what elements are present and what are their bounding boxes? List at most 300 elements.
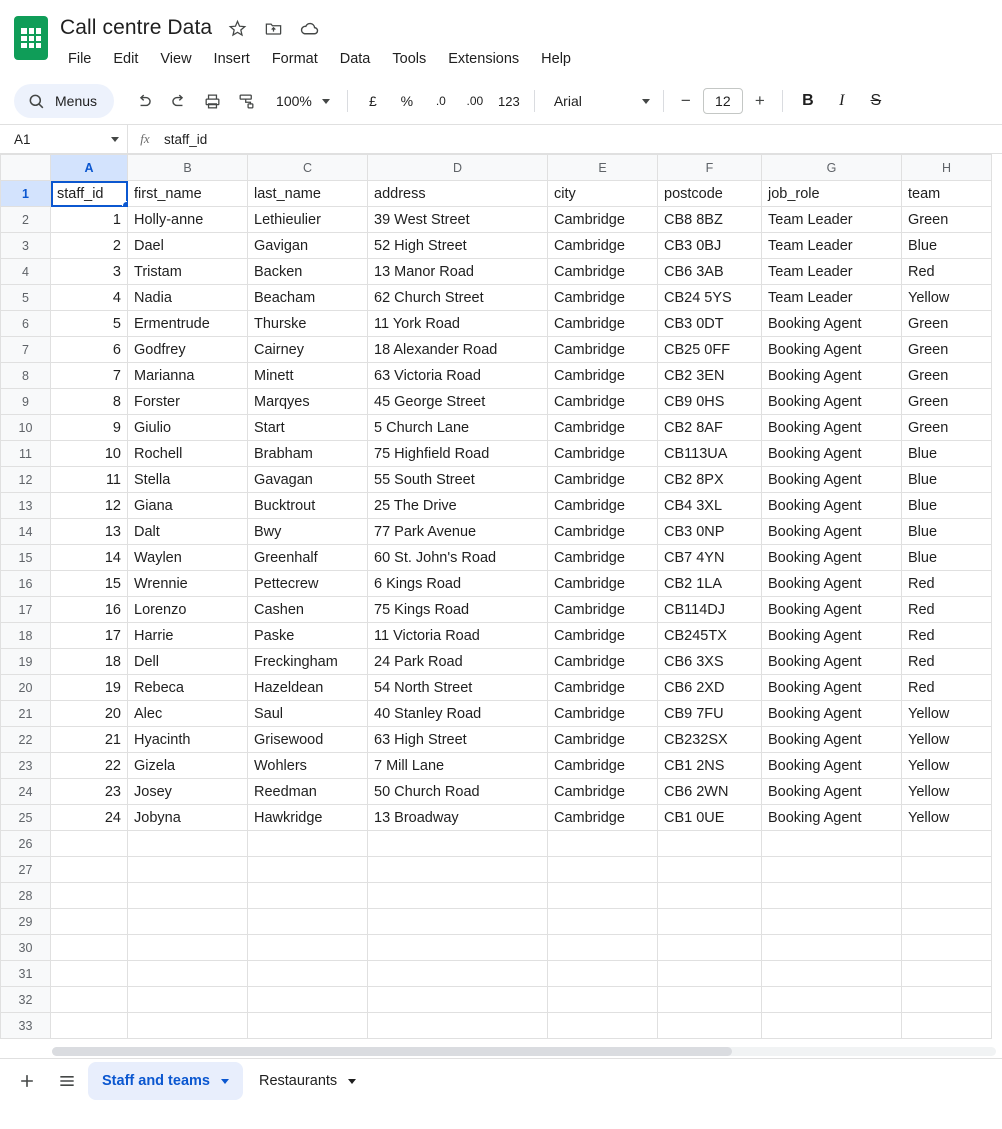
- cell-H27[interactable]: [902, 857, 992, 883]
- cell-C6[interactable]: Thurske: [248, 311, 368, 337]
- row-header-1[interactable]: 1: [1, 181, 51, 207]
- cell-B25[interactable]: Jobyna: [128, 805, 248, 831]
- row-header-6[interactable]: 6: [1, 311, 51, 337]
- cell-H24[interactable]: Yellow: [902, 779, 992, 805]
- cell-E18[interactable]: Cambridge: [548, 623, 658, 649]
- cell-A8[interactable]: 7: [51, 363, 128, 389]
- row-header-14[interactable]: 14: [1, 519, 51, 545]
- cell-A5[interactable]: 4: [51, 285, 128, 311]
- cell-B28[interactable]: [128, 883, 248, 909]
- cell-D11[interactable]: 75 Highfield Road: [368, 441, 548, 467]
- cell-F11[interactable]: CB113UA: [658, 441, 762, 467]
- cell-A28[interactable]: [51, 883, 128, 909]
- cell-H14[interactable]: Blue: [902, 519, 992, 545]
- cell-C29[interactable]: [248, 909, 368, 935]
- row-header-18[interactable]: 18: [1, 623, 51, 649]
- row-header-32[interactable]: 32: [1, 987, 51, 1013]
- cell-B8[interactable]: Marianna: [128, 363, 248, 389]
- cell-F14[interactable]: CB3 0NP: [658, 519, 762, 545]
- cell-D30[interactable]: [368, 935, 548, 961]
- menu-extensions[interactable]: Extensions: [448, 51, 520, 67]
- cell-H16[interactable]: Red: [902, 571, 992, 597]
- cell-D8[interactable]: 63 Victoria Road: [368, 363, 548, 389]
- cell-D18[interactable]: 11 Victoria Road: [368, 623, 548, 649]
- row-header-12[interactable]: 12: [1, 467, 51, 493]
- cell-F33[interactable]: [658, 1013, 762, 1039]
- cell-A15[interactable]: 14: [51, 545, 128, 571]
- cell-H12[interactable]: Blue: [902, 467, 992, 493]
- cell-G18[interactable]: Booking Agent: [762, 623, 902, 649]
- cell-H3[interactable]: Blue: [902, 233, 992, 259]
- cell-H19[interactable]: Red: [902, 649, 992, 675]
- menu-help[interactable]: Help: [541, 51, 571, 67]
- row-header-28[interactable]: 28: [1, 883, 51, 909]
- cell-B19[interactable]: Dell: [128, 649, 248, 675]
- cell-A29[interactable]: [51, 909, 128, 935]
- bold-button[interactable]: B: [802, 92, 814, 109]
- paint-format-icon[interactable]: [230, 85, 262, 117]
- cell-F18[interactable]: CB245TX: [658, 623, 762, 649]
- cell-E4[interactable]: Cambridge: [548, 259, 658, 285]
- cell-B1[interactable]: first_name: [128, 181, 248, 207]
- cell-F2[interactable]: CB8 8BZ: [658, 207, 762, 233]
- cell-H23[interactable]: Yellow: [902, 753, 992, 779]
- column-header-d[interactable]: D: [368, 155, 548, 181]
- cell-B24[interactable]: Josey: [128, 779, 248, 805]
- undo-icon[interactable]: [128, 85, 160, 117]
- cell-F7[interactable]: CB25 0FF: [658, 337, 762, 363]
- cell-E32[interactable]: [548, 987, 658, 1013]
- cell-H28[interactable]: [902, 883, 992, 909]
- cell-H31[interactable]: [902, 961, 992, 987]
- cell-A2[interactable]: 1: [51, 207, 128, 233]
- cell-F13[interactable]: CB4 3XL: [658, 493, 762, 519]
- cell-C8[interactable]: Minett: [248, 363, 368, 389]
- menus-search-button[interactable]: [14, 84, 114, 118]
- cell-D4[interactable]: 13 Manor Road: [368, 259, 548, 285]
- cell-E19[interactable]: Cambridge: [548, 649, 658, 675]
- cell-H7[interactable]: Green: [902, 337, 992, 363]
- cell-A7[interactable]: 6: [51, 337, 128, 363]
- row-header-15[interactable]: 15: [1, 545, 51, 571]
- cell-G29[interactable]: [762, 909, 902, 935]
- cell-B4[interactable]: Tristam: [128, 259, 248, 285]
- cell-E30[interactable]: [548, 935, 658, 961]
- cell-G24[interactable]: Booking Agent: [762, 779, 902, 805]
- cell-C26[interactable]: [248, 831, 368, 857]
- cell-E26[interactable]: [548, 831, 658, 857]
- cell-C15[interactable]: Greenhalf: [248, 545, 368, 571]
- cell-A11[interactable]: 10: [51, 441, 128, 467]
- cell-B32[interactable]: [128, 987, 248, 1013]
- cell-H2[interactable]: Green: [902, 207, 992, 233]
- cell-B9[interactable]: Forster: [128, 389, 248, 415]
- document-title[interactable]: Call centre Data: [60, 16, 213, 39]
- cell-F17[interactable]: CB114DJ: [658, 597, 762, 623]
- cell-D9[interactable]: 45 George Street: [368, 389, 548, 415]
- cell-H11[interactable]: Blue: [902, 441, 992, 467]
- row-header-30[interactable]: 30: [1, 935, 51, 961]
- cell-F8[interactable]: CB2 3EN: [658, 363, 762, 389]
- chevron-down-icon[interactable]: [348, 1079, 356, 1084]
- cell-F4[interactable]: CB6 3AB: [658, 259, 762, 285]
- cell-G23[interactable]: Booking Agent: [762, 753, 902, 779]
- row-header-23[interactable]: 23: [1, 753, 51, 779]
- cell-B7[interactable]: Godfrey: [128, 337, 248, 363]
- cell-B26[interactable]: [128, 831, 248, 857]
- zoom-control[interactable]: [268, 85, 334, 117]
- cell-B23[interactable]: Gizela: [128, 753, 248, 779]
- cell-C27[interactable]: [248, 857, 368, 883]
- cell-C32[interactable]: [248, 987, 368, 1013]
- row-header-31[interactable]: 31: [1, 961, 51, 987]
- cell-E11[interactable]: Cambridge: [548, 441, 658, 467]
- row-header-22[interactable]: 22: [1, 727, 51, 753]
- cell-E27[interactable]: [548, 857, 658, 883]
- cell-A6[interactable]: 5: [51, 311, 128, 337]
- cell-D16[interactable]: 6 Kings Road: [368, 571, 548, 597]
- cell-H22[interactable]: Yellow: [902, 727, 992, 753]
- cell-B17[interactable]: Lorenzo: [128, 597, 248, 623]
- scrollbar-track[interactable]: [52, 1047, 996, 1056]
- cell-G6[interactable]: Booking Agent: [762, 311, 902, 337]
- cell-G26[interactable]: [762, 831, 902, 857]
- increase-decimal-button[interactable]: .00: [466, 94, 484, 108]
- cell-E16[interactable]: Cambridge: [548, 571, 658, 597]
- cell-D14[interactable]: 77 Park Avenue: [368, 519, 548, 545]
- row-header-5[interactable]: 5: [1, 285, 51, 311]
- cell-F12[interactable]: CB2 8PX: [658, 467, 762, 493]
- cell-G32[interactable]: [762, 987, 902, 1013]
- cell-E20[interactable]: Cambridge: [548, 675, 658, 701]
- cell-C1[interactable]: last_name: [248, 181, 368, 207]
- cell-A13[interactable]: 12: [51, 493, 128, 519]
- cell-C14[interactable]: Bwy: [248, 519, 368, 545]
- move-to-folder-icon[interactable]: [262, 17, 284, 39]
- cell-H29[interactable]: [902, 909, 992, 935]
- cell-H15[interactable]: Blue: [902, 545, 992, 571]
- cell-E25[interactable]: Cambridge: [548, 805, 658, 831]
- cell-C19[interactable]: Freckingham: [248, 649, 368, 675]
- redo-icon[interactable]: [162, 85, 194, 117]
- cell-H6[interactable]: Green: [902, 311, 992, 337]
- increase-font-size-button[interactable]: +: [754, 91, 765, 110]
- cell-G11[interactable]: Booking Agent: [762, 441, 902, 467]
- cell-D2[interactable]: 39 West Street: [368, 207, 548, 233]
- cell-B31[interactable]: [128, 961, 248, 987]
- cell-D3[interactable]: 52 High Street: [368, 233, 548, 259]
- cell-E15[interactable]: Cambridge: [548, 545, 658, 571]
- cell-G14[interactable]: Booking Agent: [762, 519, 902, 545]
- cell-D22[interactable]: 63 High Street: [368, 727, 548, 753]
- cell-C23[interactable]: Wohlers: [248, 753, 368, 779]
- cell-C7[interactable]: Cairney: [248, 337, 368, 363]
- cell-A9[interactable]: 8: [51, 389, 128, 415]
- cell-F6[interactable]: CB3 0DT: [658, 311, 762, 337]
- cell-A25[interactable]: 24: [51, 805, 128, 831]
- cell-G7[interactable]: Booking Agent: [762, 337, 902, 363]
- cell-E7[interactable]: Cambridge: [548, 337, 658, 363]
- cell-B27[interactable]: [128, 857, 248, 883]
- row-header-20[interactable]: 20: [1, 675, 51, 701]
- cell-E9[interactable]: Cambridge: [548, 389, 658, 415]
- cell-F29[interactable]: [658, 909, 762, 935]
- cell-B16[interactable]: Wrennie: [128, 571, 248, 597]
- cell-C13[interactable]: Bucktrout: [248, 493, 368, 519]
- cell-F27[interactable]: [658, 857, 762, 883]
- cell-E17[interactable]: Cambridge: [548, 597, 658, 623]
- cell-C30[interactable]: [248, 935, 368, 961]
- cell-G10[interactable]: Booking Agent: [762, 415, 902, 441]
- horizontal-scrollbar[interactable]: [0, 1044, 1002, 1058]
- cell-C9[interactable]: Marqyes: [248, 389, 368, 415]
- cell-F30[interactable]: [658, 935, 762, 961]
- cell-F24[interactable]: CB6 2WN: [658, 779, 762, 805]
- cell-C31[interactable]: [248, 961, 368, 987]
- cell-A12[interactable]: 11: [51, 467, 128, 493]
- star-icon[interactable]: [226, 17, 248, 39]
- cell-H10[interactable]: Green: [902, 415, 992, 441]
- cell-E14[interactable]: Cambridge: [548, 519, 658, 545]
- cell-A14[interactable]: 13: [51, 519, 128, 545]
- cell-G27[interactable]: [762, 857, 902, 883]
- cell-E33[interactable]: [548, 1013, 658, 1039]
- cell-B3[interactable]: Dael: [128, 233, 248, 259]
- cell-E3[interactable]: Cambridge: [548, 233, 658, 259]
- cell-E13[interactable]: Cambridge: [548, 493, 658, 519]
- cell-G3[interactable]: Team Leader: [762, 233, 902, 259]
- percent-format-button[interactable]: %: [400, 93, 414, 109]
- cell-A3[interactable]: 2: [51, 233, 128, 259]
- cell-F21[interactable]: CB9 7FU: [658, 701, 762, 727]
- cell-C2[interactable]: Lethieulier: [248, 207, 368, 233]
- row-header-29[interactable]: 29: [1, 909, 51, 935]
- cell-C18[interactable]: Paske: [248, 623, 368, 649]
- cell-D6[interactable]: 11 York Road: [368, 311, 548, 337]
- cell-E23[interactable]: Cambridge: [548, 753, 658, 779]
- cell-H1[interactable]: team: [902, 181, 992, 207]
- sheet-tab-restaurants[interactable]: [245, 1062, 370, 1100]
- cell-C12[interactable]: Gavagan: [248, 467, 368, 493]
- font-family-select[interactable]: [544, 85, 654, 117]
- row-header-3[interactable]: 3: [1, 233, 51, 259]
- cell-D26[interactable]: [368, 831, 548, 857]
- cell-D17[interactable]: 75 Kings Road: [368, 597, 548, 623]
- row-header-11[interactable]: 11: [1, 441, 51, 467]
- add-sheet-icon[interactable]: [8, 1062, 46, 1100]
- row-header-10[interactable]: 10: [1, 415, 51, 441]
- strikethrough-button[interactable]: S: [870, 92, 882, 109]
- cell-A19[interactable]: 18: [51, 649, 128, 675]
- cell-B15[interactable]: Waylen: [128, 545, 248, 571]
- cell-H4[interactable]: Red: [902, 259, 992, 285]
- row-header-4[interactable]: 4: [1, 259, 51, 285]
- cell-D23[interactable]: 7 Mill Lane: [368, 753, 548, 779]
- cell-D20[interactable]: 54 North Street: [368, 675, 548, 701]
- cell-H8[interactable]: Green: [902, 363, 992, 389]
- column-header-g[interactable]: G: [762, 155, 902, 181]
- cell-G9[interactable]: Booking Agent: [762, 389, 902, 415]
- row-header-27[interactable]: 27: [1, 857, 51, 883]
- cell-E31[interactable]: [548, 961, 658, 987]
- cell-B22[interactable]: Hyacinth: [128, 727, 248, 753]
- cell-F19[interactable]: CB6 3XS: [658, 649, 762, 675]
- cell-C21[interactable]: Saul: [248, 701, 368, 727]
- cell-E8[interactable]: Cambridge: [548, 363, 658, 389]
- cell-A10[interactable]: 9: [51, 415, 128, 441]
- column-header-b[interactable]: B: [128, 155, 248, 181]
- cell-F16[interactable]: CB2 1LA: [658, 571, 762, 597]
- cell-G13[interactable]: Booking Agent: [762, 493, 902, 519]
- cell-D27[interactable]: [368, 857, 548, 883]
- cell-D5[interactable]: 62 Church Street: [368, 285, 548, 311]
- cell-F23[interactable]: CB1 2NS: [658, 753, 762, 779]
- cell-E24[interactable]: Cambridge: [548, 779, 658, 805]
- cell-E2[interactable]: Cambridge: [548, 207, 658, 233]
- cell-E22[interactable]: Cambridge: [548, 727, 658, 753]
- row-header-2[interactable]: 2: [1, 207, 51, 233]
- formula-input[interactable]: staff_id: [164, 131, 208, 147]
- cell-C3[interactable]: Gavigan: [248, 233, 368, 259]
- column-header-c[interactable]: C: [248, 155, 368, 181]
- cell-A27[interactable]: [51, 857, 128, 883]
- cell-E21[interactable]: Cambridge: [548, 701, 658, 727]
- sheet-tab-staff-and-teams[interactable]: [88, 1062, 243, 1100]
- cell-A30[interactable]: [51, 935, 128, 961]
- cell-F20[interactable]: CB6 2XD: [658, 675, 762, 701]
- cell-F1[interactable]: postcode: [658, 181, 762, 207]
- cell-H21[interactable]: Yellow: [902, 701, 992, 727]
- cell-B33[interactable]: [128, 1013, 248, 1039]
- row-header-33[interactable]: 33: [1, 1013, 51, 1039]
- cell-C11[interactable]: Brabham: [248, 441, 368, 467]
- cell-G28[interactable]: [762, 883, 902, 909]
- cell-F10[interactable]: CB2 8AF: [658, 415, 762, 441]
- cell-F32[interactable]: [658, 987, 762, 1013]
- cell-A4[interactable]: 3: [51, 259, 128, 285]
- cell-B14[interactable]: Dalt: [128, 519, 248, 545]
- cell-D1[interactable]: address: [368, 181, 548, 207]
- row-header-19[interactable]: 19: [1, 649, 51, 675]
- cell-D12[interactable]: 55 South Street: [368, 467, 548, 493]
- cell-C22[interactable]: Grisewood: [248, 727, 368, 753]
- cell-A20[interactable]: 19: [51, 675, 128, 701]
- cell-G15[interactable]: Booking Agent: [762, 545, 902, 571]
- row-header-7[interactable]: 7: [1, 337, 51, 363]
- cell-B21[interactable]: Alec: [128, 701, 248, 727]
- cell-F5[interactable]: CB24 5YS: [658, 285, 762, 311]
- cell-E10[interactable]: Cambridge: [548, 415, 658, 441]
- currency-format-button[interactable]: £: [368, 93, 377, 109]
- cell-B13[interactable]: Giana: [128, 493, 248, 519]
- cell-A22[interactable]: 21: [51, 727, 128, 753]
- cell-G22[interactable]: Booking Agent: [762, 727, 902, 753]
- cell-D13[interactable]: 25 The Drive: [368, 493, 548, 519]
- scrollbar-thumb[interactable]: [52, 1047, 732, 1056]
- cell-B5[interactable]: Nadia: [128, 285, 248, 311]
- column-header-f[interactable]: F: [658, 155, 762, 181]
- cell-G30[interactable]: [762, 935, 902, 961]
- print-icon[interactable]: [196, 85, 228, 117]
- cell-G1[interactable]: job_role: [762, 181, 902, 207]
- cell-C4[interactable]: Backen: [248, 259, 368, 285]
- row-header-16[interactable]: 16: [1, 571, 51, 597]
- cell-B2[interactable]: Holly-anne: [128, 207, 248, 233]
- cell-D21[interactable]: 40 Stanley Road: [368, 701, 548, 727]
- font-size-input[interactable]: 12: [703, 88, 743, 114]
- cell-A17[interactable]: 16: [51, 597, 128, 623]
- cell-D25[interactable]: 13 Broadway: [368, 805, 548, 831]
- cell-G20[interactable]: Booking Agent: [762, 675, 902, 701]
- row-header-17[interactable]: 17: [1, 597, 51, 623]
- cell-F15[interactable]: CB7 4YN: [658, 545, 762, 571]
- more-formats-button[interactable]: 123: [497, 93, 520, 109]
- cell-B18[interactable]: Harrie: [128, 623, 248, 649]
- cell-E28[interactable]: [548, 883, 658, 909]
- menu-insert[interactable]: Insert: [213, 51, 250, 67]
- cell-A33[interactable]: [51, 1013, 128, 1039]
- decrease-font-size-button[interactable]: −: [680, 91, 691, 110]
- cell-D28[interactable]: [368, 883, 548, 909]
- menu-data[interactable]: Data: [339, 51, 371, 67]
- row-header-9[interactable]: 9: [1, 389, 51, 415]
- column-header-a[interactable]: A: [51, 155, 128, 181]
- row-header-13[interactable]: 13: [1, 493, 51, 519]
- cell-C33[interactable]: [248, 1013, 368, 1039]
- cell-D10[interactable]: 5 Church Lane: [368, 415, 548, 441]
- cell-G4[interactable]: Team Leader: [762, 259, 902, 285]
- row-header-26[interactable]: 26: [1, 831, 51, 857]
- cell-F9[interactable]: CB9 0HS: [658, 389, 762, 415]
- menu-format[interactable]: Format: [271, 51, 318, 67]
- menu-view[interactable]: View: [160, 51, 192, 67]
- menu-file[interactable]: File: [68, 51, 92, 67]
- menu-tools[interactable]: Tools: [392, 51, 427, 67]
- cell-F28[interactable]: [658, 883, 762, 909]
- menu-edit[interactable]: Edit: [113, 51, 139, 67]
- cell-D24[interactable]: 50 Church Road: [368, 779, 548, 805]
- spreadsheet-grid[interactable]: [0, 154, 1002, 1044]
- cell-D31[interactable]: [368, 961, 548, 987]
- cloud-saved-icon[interactable]: [298, 17, 320, 39]
- cell-G25[interactable]: Booking Agent: [762, 805, 902, 831]
- cell-G12[interactable]: Booking Agent: [762, 467, 902, 493]
- cell-A24[interactable]: 23: [51, 779, 128, 805]
- cell-A1[interactable]: staff_id: [51, 181, 128, 207]
- row-header-24[interactable]: 24: [1, 779, 51, 805]
- cell-H25[interactable]: Yellow: [902, 805, 992, 831]
- cell-D7[interactable]: 18 Alexander Road: [368, 337, 548, 363]
- cell-A21[interactable]: 20: [51, 701, 128, 727]
- cell-C5[interactable]: Beacham: [248, 285, 368, 311]
- cell-G2[interactable]: Team Leader: [762, 207, 902, 233]
- cell-H9[interactable]: Green: [902, 389, 992, 415]
- cell-F26[interactable]: [658, 831, 762, 857]
- cell-B30[interactable]: [128, 935, 248, 961]
- column-header-e[interactable]: E: [548, 155, 658, 181]
- row-header-8[interactable]: 8: [1, 363, 51, 389]
- name-box[interactable]: [0, 125, 128, 154]
- cell-E29[interactable]: [548, 909, 658, 935]
- cell-E1[interactable]: city: [548, 181, 658, 207]
- cell-D33[interactable]: [368, 1013, 548, 1039]
- cell-C20[interactable]: Hazeldean: [248, 675, 368, 701]
- cell-G21[interactable]: Booking Agent: [762, 701, 902, 727]
- cell-C17[interactable]: Cashen: [248, 597, 368, 623]
- decrease-decimal-button[interactable]: .0: [435, 94, 446, 108]
- select-all-corner[interactable]: [1, 155, 51, 181]
- cell-H17[interactable]: Red: [902, 597, 992, 623]
